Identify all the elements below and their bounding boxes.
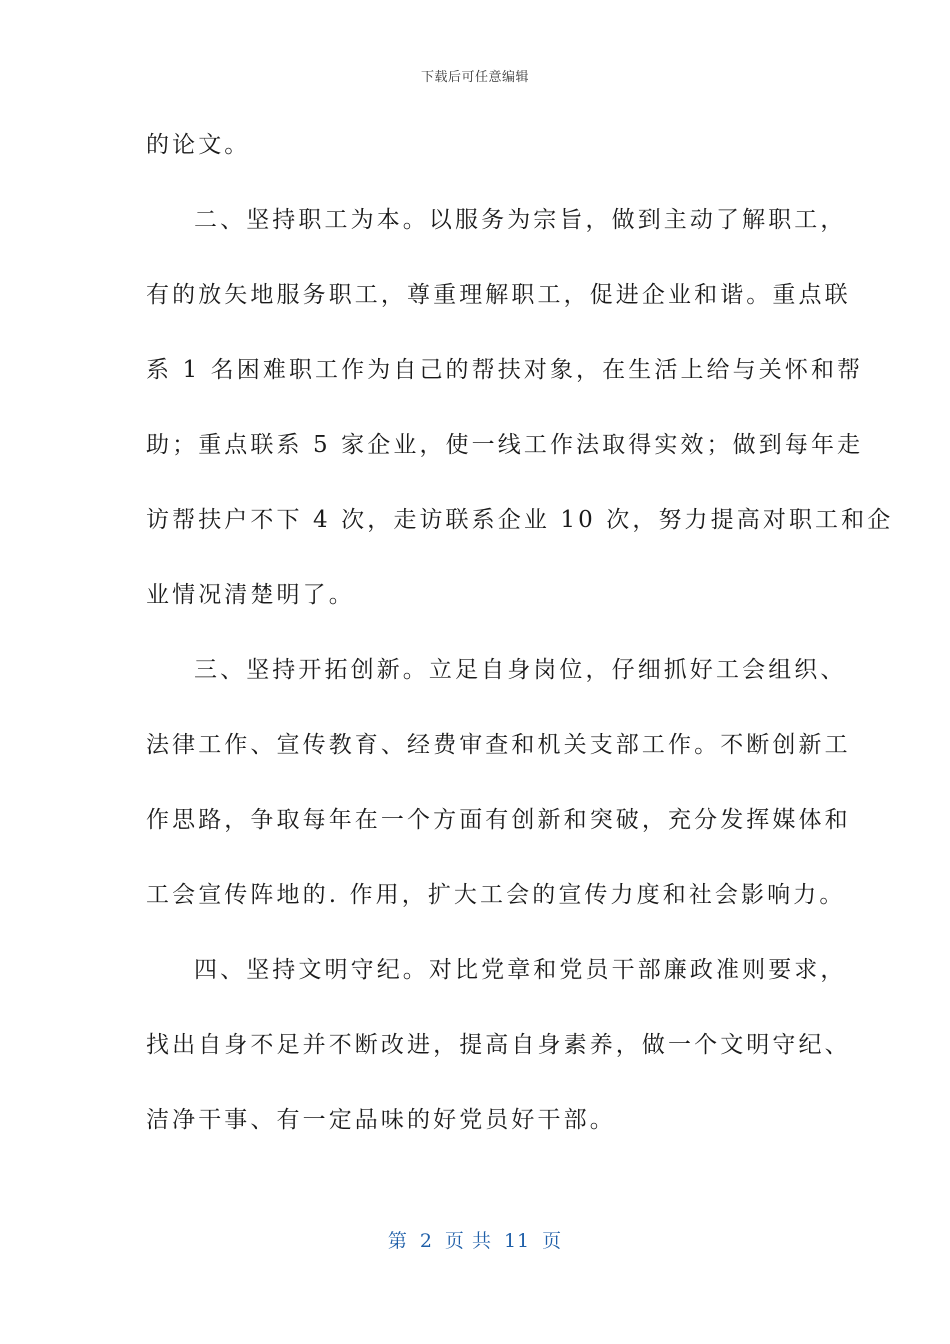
- paragraph-start: 二、坚持职工为本。以服务为宗旨，做到主动了解职工，: [194, 207, 847, 233]
- text-line: 作思路，争取每年在一个方面有创新和突破，充分发挥媒体和: [146, 807, 851, 833]
- text-line: 工会宣传阵地的. 作用，扩大工会的宣传力度和社会影响力。: [146, 882, 846, 908]
- text-line: 有的放矢地服务职工，尊重理解职工，促进企业和谐。重点联: [146, 282, 851, 308]
- text-line: 法律工作、宣传教育、经费审查和机关支部工作。不断创新工: [146, 732, 851, 758]
- text-line: 洁净干事、有一定品味的好党员好干部。: [146, 1107, 616, 1133]
- footer-prefix: 第: [387, 1230, 408, 1252]
- page-header: 下载后可任意编辑: [420, 70, 529, 85]
- text-line: 的论文。: [146, 132, 251, 158]
- total-pages: 11: [503, 1230, 531, 1252]
- text-line: 助；重点联系 5 家企业，使一线工作法取得实效；做到每年走: [146, 432, 864, 458]
- text-line: 找出自身不足并不断改进，提高自身素养，做一个文明守纪、: [146, 1032, 851, 1058]
- page-footer: [0, 1226, 950, 1253]
- footer-middle: 页 共: [444, 1230, 492, 1252]
- paragraph-start: 三、坚持开拓创新。立足自身岗位，仔细抓好工会组织、: [194, 657, 847, 683]
- page-number: 2: [419, 1230, 433, 1252]
- paragraph-start: 四、坚持文明守纪。对比党章和党员干部廉政准则要求，: [194, 957, 847, 983]
- footer-suffix: 页: [542, 1230, 563, 1252]
- text-line: 访帮扶户不下 4 次，走访联系企业 10 次，努力提高对职工和企: [146, 507, 894, 533]
- text-line: 系 1 名困难职工作为自己的帮扶对象，在生活上给与关怀和帮: [146, 357, 864, 383]
- text-line: 业情况清楚明了。: [146, 582, 355, 608]
